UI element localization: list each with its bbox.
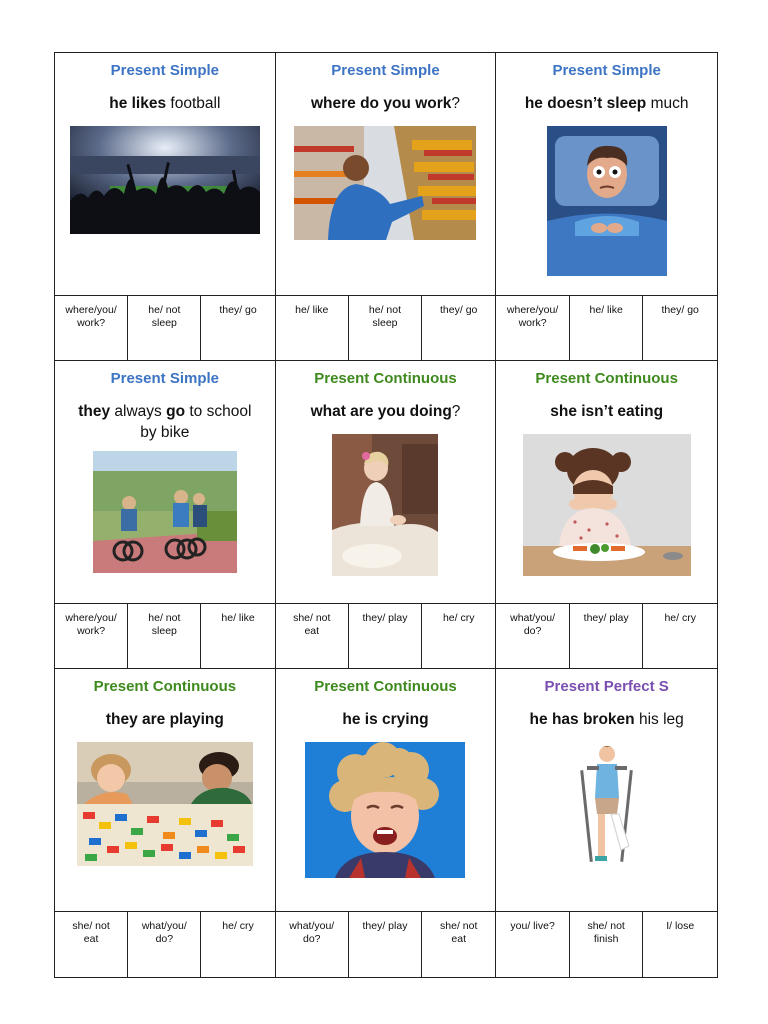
prompt-cell: they/ go — [661, 304, 699, 316]
example-sentence — [336, 709, 434, 730]
example-sentence — [100, 709, 230, 730]
sentence-run: always — [110, 403, 167, 420]
sentence-run: much — [646, 95, 689, 112]
card-header — [276, 53, 496, 296]
card-3 — [496, 53, 717, 361]
card-header — [276, 361, 496, 604]
sentence-run: to school — [185, 403, 252, 420]
card-header — [276, 669, 496, 912]
prompt-cell: where/you/ work? — [55, 296, 128, 360]
card-4 — [55, 361, 276, 669]
prompt-cell: where/you/ work? — [55, 604, 128, 668]
sentence-run: what are you doing — [310, 403, 452, 420]
prompt-cell: they/ play — [570, 604, 644, 668]
card-2 — [276, 53, 497, 361]
card-5 — [276, 361, 497, 669]
prompt-row — [276, 912, 496, 977]
tense-label: Present Simple — [552, 62, 661, 79]
sentence-run: they are playing — [105, 711, 224, 728]
card-1 — [55, 53, 276, 361]
prompt-row — [496, 604, 717, 668]
card-9 — [496, 669, 717, 977]
card-6 — [496, 361, 717, 669]
prompt-cell: what/you/ do? — [496, 604, 570, 668]
tense-label: Present Simple — [110, 62, 220, 79]
tense-label: Present Simple — [331, 62, 440, 79]
card-7 — [55, 669, 276, 977]
prompt-row — [276, 604, 496, 668]
prompt-cell: he/ not sleep — [128, 604, 201, 668]
stadium-fans-image — [70, 126, 260, 234]
sentence-run: football — [166, 95, 221, 112]
prompt-cell: they/ play — [349, 604, 422, 668]
sentence-run: ? — [451, 403, 461, 420]
example-sentence — [72, 401, 257, 443]
card-header — [55, 669, 275, 912]
card-header — [496, 669, 717, 912]
card-header — [55, 361, 275, 604]
prompt-cell: he/ not sleep — [128, 296, 201, 360]
example-sentence — [519, 93, 695, 114]
prompt-cell: he/ like — [570, 296, 644, 360]
prompt-cell: he/ cry — [442, 612, 475, 624]
supermarket-man-image — [294, 126, 476, 240]
sentence-run: where do you work — [310, 95, 452, 112]
example-sentence — [305, 401, 467, 422]
prompt-row — [276, 296, 496, 360]
example-sentence — [544, 401, 669, 422]
sentence-run: she isn’t eating — [550, 403, 664, 420]
girl-refusing-food-image — [523, 434, 691, 576]
prompt-cell: what/you/ do? — [128, 912, 201, 977]
card-header — [496, 53, 717, 296]
example-sentence — [524, 709, 690, 730]
sentence-run: his leg — [634, 711, 684, 728]
boy-crying-image — [305, 742, 465, 878]
prompt-row — [496, 296, 717, 360]
prompt-cell: he/ cry — [222, 920, 254, 932]
prompt-row — [55, 604, 275, 668]
example-sentence — [305, 93, 466, 114]
tense-label: Present Simple — [110, 370, 220, 387]
tense-label: Present Perfect S — [544, 678, 669, 695]
sentence-run: he doesn’t sleep — [524, 95, 647, 112]
prompt-cell: they/ play — [349, 912, 422, 977]
tense-label: Present Continuous — [93, 678, 237, 695]
sentence-run: go — [166, 403, 186, 420]
prompt-row — [55, 912, 275, 977]
prompt-cell: he/ cry — [664, 612, 696, 624]
card-header — [55, 53, 275, 296]
prompt-cell: he/ like — [276, 296, 349, 360]
kids-lego-image — [77, 742, 253, 866]
tense-label: Present Continuous — [314, 678, 457, 695]
prompt-row — [55, 296, 275, 360]
sentence-run: he is crying — [342, 711, 429, 728]
prompt-cell: what/you/ do? — [276, 912, 349, 977]
prompt-cell: they/ go — [219, 304, 257, 316]
card-8 — [276, 669, 497, 977]
card-header — [496, 361, 717, 604]
worksheet-grid — [54, 52, 718, 978]
tense-label: Present Continuous — [535, 370, 678, 387]
prompt-cell: she/ not eat — [55, 912, 128, 977]
toddler-flour-image — [332, 434, 438, 576]
prompt-cell: I/ lose — [666, 920, 695, 932]
prompt-cell: he/ not sleep — [349, 296, 422, 360]
prompt-cell: where/you/ work? — [496, 296, 570, 360]
sentence-run: he has broken — [529, 711, 635, 728]
prompt-cell: she/ not eat — [276, 604, 349, 668]
tense-label: Present Continuous — [314, 370, 457, 387]
boy-on-crutches-image — [567, 742, 647, 868]
prompt-row — [496, 912, 717, 977]
man-awake-in-bed-image — [547, 126, 667, 276]
prompt-cell: they/ go — [440, 304, 478, 316]
sentence-run: by bike — [140, 424, 190, 441]
sentence-run: they — [78, 403, 111, 420]
prompt-cell: you/ live? — [496, 912, 570, 977]
kids-cycling-image — [93, 451, 237, 573]
sentence-run: ? — [451, 95, 460, 112]
example-sentence — [103, 93, 226, 114]
prompt-cell: she/ not finish — [570, 912, 644, 977]
prompt-cell: he/ like — [221, 612, 255, 624]
prompt-cell: she/ not eat — [440, 920, 478, 945]
sentence-run: he likes — [109, 95, 167, 112]
